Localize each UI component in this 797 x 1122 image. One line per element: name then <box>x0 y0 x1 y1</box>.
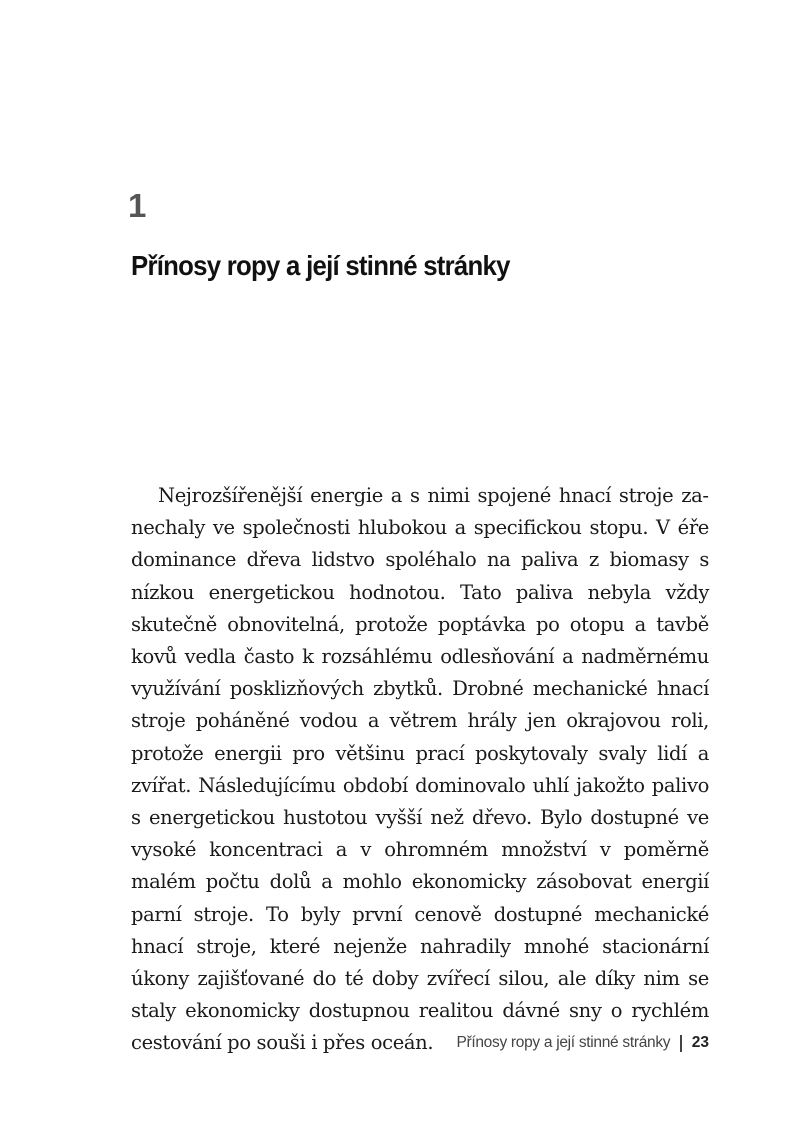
footer-running-title: Přínosy ropy a její stinné stránky <box>456 1034 671 1051</box>
footer-separator <box>680 1035 682 1052</box>
chapter-title: Přínosy ropy a její stinné stránky <box>131 250 510 281</box>
page-number: 23 <box>691 1034 709 1051</box>
body-paragraph: Nejrozšířenější energie a s nimi spojené hnací stroje zanechaly ve společnosti hlubokou a specifickou stopu. V éře dominance dřeva lidstvo spoléhalo na paliva z biomasy s nízkou energetickou hodnotou. Tato paliva nebyla vždy skutečně obnovitelná, protože poptávka po otopu a tavbě kovů vedla často k rozsáhlému odlesňování a nadměrnému využívání posklizňových zbytků. Drobné mechanické hnací stroje poháněné vodou a větrem hrály jen okrajovou roli, protože energii pro většinu prací poskytovaly svaly lidí a zvířat. Následujícímu období dominovalo uhlí jakožto palivo s energetickou hustotou vyšší než dřevo. Bylo dostupné ve vysoké koncentraci a v ohromném množství v poměrně malém počtu dolů a mohlo ekonomicky zásobovat energií parní stroje. To byly první cenově dostupné mechanické hnací stroje, které nejenže nahradily mnohé stacionární úkony zajišťované do té doby zvířecí silou, ale díky nim se staly ekonomicky dostupnou realitou dávné sny o rychlém cestování po souši i přes oceán. <box>131 484 709 1055</box>
chapter-number: 1 <box>128 187 147 224</box>
running-footer <box>456 1032 709 1054</box>
